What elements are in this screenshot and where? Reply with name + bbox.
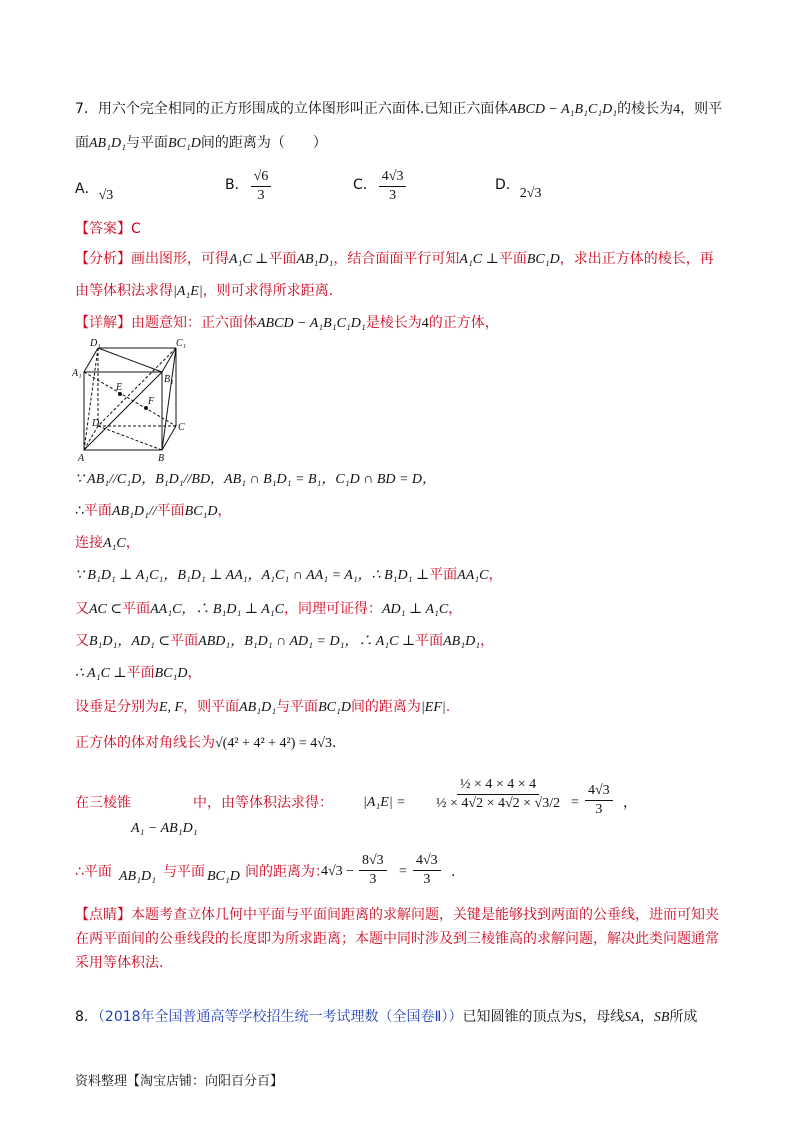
step-5: 又AC ⊂平面AA₁C，∴ B₁D₁ ⊥ A₁C，同理可证得：AD₁ ⊥ A₁C，: [75, 601, 463, 617]
label-d1: D₁: [90, 338, 101, 349]
tetra-result: $\frac{4√3}{3}$: [585, 782, 613, 819]
tetra-block: 在三棱锥 中，由等体积法求得： A₁ − AB₁D₁ |A₁E| = $\frac{\text{½ × 4 × 4 × 4}}{\text{½ × 4√2 × 4√2 × √3/2}}$ = $\frac{4√3}{3}$ ，: [75, 777, 637, 836]
label-b: B: [158, 453, 165, 462]
choice-a[interactable]: A．√3: [75, 181, 114, 203]
q7-number: 7．: [75, 101, 98, 117]
analysis-line2: 由等体积法求得|A₁E|，则可求得所求距离.: [75, 283, 334, 299]
q8-line: 8．（2018年全国普通高等学校招生统一考试理数（全国卷Ⅱ））已知圆锥的顶点为S，母线SA，SB所成: [75, 1009, 698, 1025]
analysis-line1: 【分析】画出图形，可得A₁C ⊥平面AB₁D₁，结合面面平行可知A₁C ⊥平面BC₁D，求出正方体的棱长，再: [75, 251, 714, 267]
choice-d[interactable]: D．2√3: [495, 177, 542, 201]
comment-line1: 【点睛】本题考查立体几何中平面与平面间距离的求解问题，关键是能够找到两面的公垂线，进而可知夹: [75, 907, 719, 923]
step-4: ∵ B₁D₁ ⊥ A₁C₁，B₁D₁ ⊥ AA₁，A₁C₁ ∩ AA₁ = A₁，∴ B₁D₁ ⊥平面AA₁C，: [75, 567, 503, 583]
q7-choices: [75, 168, 727, 208]
label-c: C: [178, 422, 185, 433]
step-1: ∵ AB₁//C₁D，B₁D₁//BD，AB₁ ∩ B₁D₁ = B₁，C₁D ∩ BD = D，: [75, 472, 437, 487]
q8-source[interactable]: （2018年全国普通高等学校招生统一考试理数（全国卷Ⅱ））: [97, 1009, 463, 1025]
step-6: 又B₁D₁，AD₁ ⊂平面ABD₁，B₁D₁ ∩ AD₁ = D₁，∴ A₁C ⊥平面AB₁D₁，: [75, 633, 495, 649]
step-7: ∴ A₁C ⊥平面BC₁D，: [75, 665, 202, 681]
label-f: F: [148, 396, 155, 407]
cube-figure: [72, 336, 198, 462]
final-line: ∴平面 AB₁D₁ 与平面 BC₁D 间的距离为： 4√3 − $\frac{8√3}{3}$ = $\frac{4√3}{3}$ .: [75, 853, 456, 887]
label-a1: A₁: [72, 368, 82, 379]
step-3: 连接A₁C，: [75, 535, 140, 551]
choice-b[interactable]: B． $\frac{√6}{3}$: [225, 168, 273, 205]
label-d: D: [92, 418, 100, 429]
comment-line2: 在两平面间的公垂线段的长度即为所求距离；本题中同时涉及到三棱锥高的求解问题，解决此类问题通常: [75, 931, 719, 947]
tetra-big-fraction: $\frac{\text{½ × 4 × 4 × 4}}{\text{½ × 4√2 × 4√2 × √3/2}}$: [436, 777, 561, 811]
label-e: E: [116, 382, 123, 393]
q7-line1: 7．用六个完全相同的正方形围成的立体图形叫正六面体.已知正六面体ABCD − A₁B₁C₁D₁的棱长为4，则平: [75, 101, 723, 117]
step-2: ∴平面AB₁D₁//平面BC₁D，: [75, 503, 232, 519]
q7-line2: 面AB₁D₁与平面BC₁D间的距离为（ ）: [75, 135, 327, 151]
label-a: A: [78, 453, 85, 462]
footer-text: 资料整理【淘宝店铺：向阳百分百】: [75, 1074, 284, 1089]
choice-c[interactable]: C． $\frac{4√3}{3}$: [353, 168, 408, 205]
diagonal-line: 正方体的体对角线长为√(4² + 4² + 4²) = 4√3.: [75, 735, 337, 751]
label-c1: C₁: [176, 338, 187, 349]
step-8: 设垂足分别为E, F，则平面AB₁D₁与平面BC₁D间的距离为|EF|.: [75, 699, 451, 715]
detail-line1: 【详解】由题意知：正六面体ABCD − A₁B₁C₁D₁是棱长为4的正方体，: [75, 315, 499, 331]
answer-value: C: [131, 221, 141, 237]
label-b1: B₁: [164, 374, 174, 385]
answer-line: 【答案】C: [75, 221, 141, 237]
comment-line3: 采用等体积法.: [75, 955, 164, 971]
